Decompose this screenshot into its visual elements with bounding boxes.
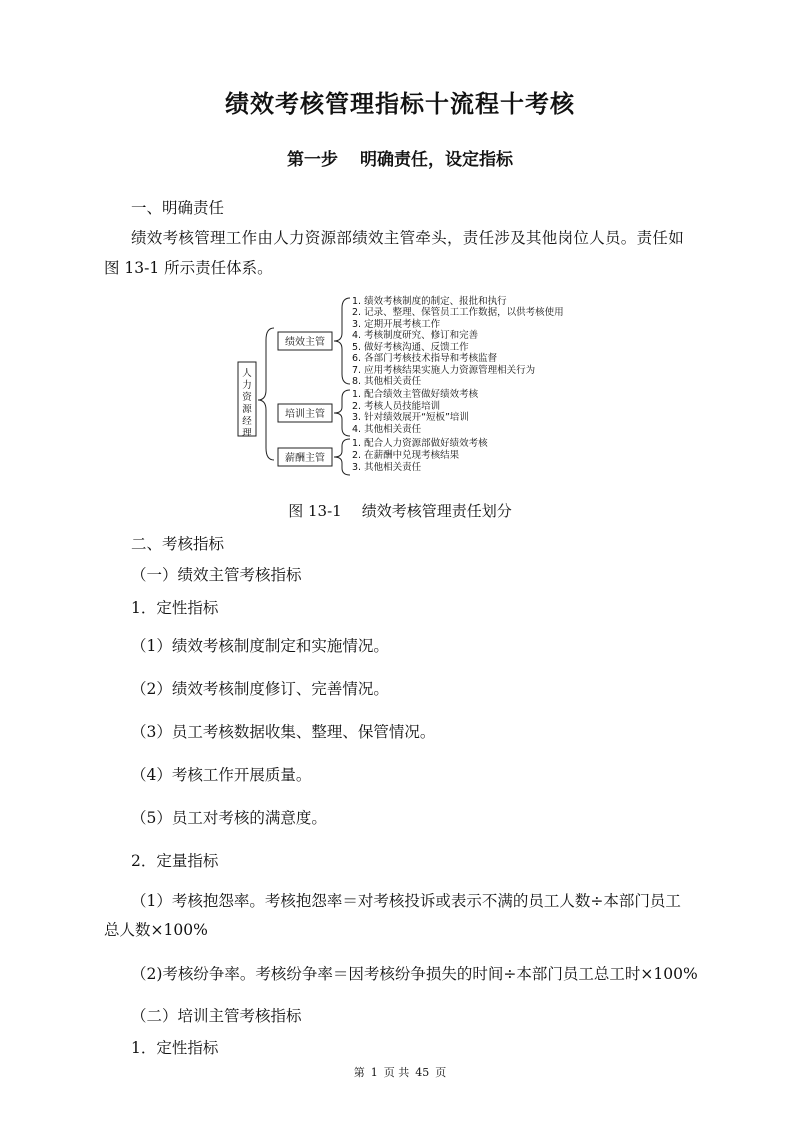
qualitative-heading: 1．定性指标 — [131, 1039, 219, 1057]
document-title: 绩效考核管理指标十流程十考核 — [225, 90, 575, 118]
duty-item: 6. 各部门考核技术指导和考核监督 — [352, 353, 498, 364]
indicator-item: （1）绩效考核制度制定和实施情况。 — [131, 637, 389, 655]
duty-item: 8. 其他相关责任 — [352, 376, 422, 387]
indicator-item: （5）员工对考核的满意度。 — [131, 809, 327, 827]
indicator-item: （1）考核抱怨率。考核抱怨率＝对考核投诉或表示不满的员工人数÷本部门员工 — [131, 892, 681, 910]
duty-item: 1. 绩效考核制度的制定、报批和执行 — [352, 296, 507, 307]
responsibility-diagram — [230, 290, 580, 480]
figure-caption-text: 绩效考核管理责任划分 — [361, 502, 512, 520]
section1-heading: 一、明确责任 — [131, 199, 225, 217]
indicator-item-continuation: 总人数×100% — [104, 921, 208, 939]
page-footer — [0, 1064, 800, 1080]
duty-item: 1. 配合人力资源部做好绩效考核 — [352, 438, 488, 449]
duty-item: 3. 针对绩效展开“短板”培训 — [352, 412, 469, 423]
figure-caption-number: 图 13-1 — [288, 502, 342, 520]
total-pages: 45 — [415, 1066, 430, 1079]
root-char: 源 — [242, 404, 252, 415]
qualitative-heading: 1．定性指标 — [131, 599, 219, 617]
indicator-item: （4）考核工作开展质量。 — [131, 766, 312, 784]
footer-suffix: 页 — [435, 1066, 447, 1079]
indicator-item: （3）员工考核数据收集、整理、保管情况。 — [131, 723, 436, 741]
duty-item: 1. 配合绩效主管做好绩效考核 — [352, 389, 479, 400]
subsection-heading: （二）培训主管考核指标 — [131, 1007, 302, 1025]
duty-item: 2. 记录、整理、保管员工工作数据，以供考核使用 — [352, 307, 564, 318]
footer-prefix: 第 — [353, 1066, 365, 1079]
current-page-number: 1 — [370, 1066, 378, 1079]
indicator-item: （2)考核纷争率。考核纷争率＝因考核纷争损失的时间÷本部门员工总工时×100% — [131, 965, 698, 983]
section1-para-line1: 绩效考核管理工作由人力资源部绩效主管牵头，责任涉及其他岗位人员。责任如 — [131, 229, 685, 247]
quantitative-heading: 2．定量指标 — [131, 852, 219, 870]
indicator-item: （2）绩效考核制度修订、完善情况。 — [131, 680, 389, 698]
root-char: 理 — [242, 428, 252, 439]
section1-para-line2: 图 13-1 所示责任体系。 — [104, 259, 273, 277]
root-char: 经 — [242, 416, 252, 427]
role-box-label: 绩效主管 — [285, 337, 325, 348]
duty-item: 5. 做好考核沟通、反馈工作 — [352, 342, 469, 353]
subsection-heading: （一）绩效主管考核指标 — [131, 566, 302, 584]
step-label: 第一步 — [287, 150, 338, 170]
duty-item: 7. 应用考核结果实施人力资源管理相关行为 — [352, 365, 536, 376]
root-char: 人 — [242, 368, 252, 379]
figure-caption — [0, 500, 800, 521]
section2-heading: 二、考核指标 — [131, 535, 225, 553]
role-box-label: 薪酬主管 — [285, 453, 325, 464]
footer-mid: 页 共 — [383, 1066, 410, 1079]
step-text: 明确责任，设定指标 — [360, 150, 513, 170]
role-box-label: 培训主管 — [285, 409, 325, 420]
root-char: 力 — [242, 380, 252, 391]
duty-item: 4. 其他相关责任 — [352, 424, 422, 435]
duty-item: 2. 考核人员技能培训 — [352, 401, 441, 412]
duty-item: 4. 考核制度研究、修订和完善 — [352, 330, 479, 341]
duty-item: 3. 其他相关责任 — [352, 462, 422, 473]
root-char: 资 — [242, 392, 252, 403]
duty-item: 2. 在薪酬中兑现考核结果 — [352, 450, 460, 461]
duty-item: 3. 定期开展考核工作 — [352, 319, 441, 330]
step-heading — [0, 145, 800, 170]
